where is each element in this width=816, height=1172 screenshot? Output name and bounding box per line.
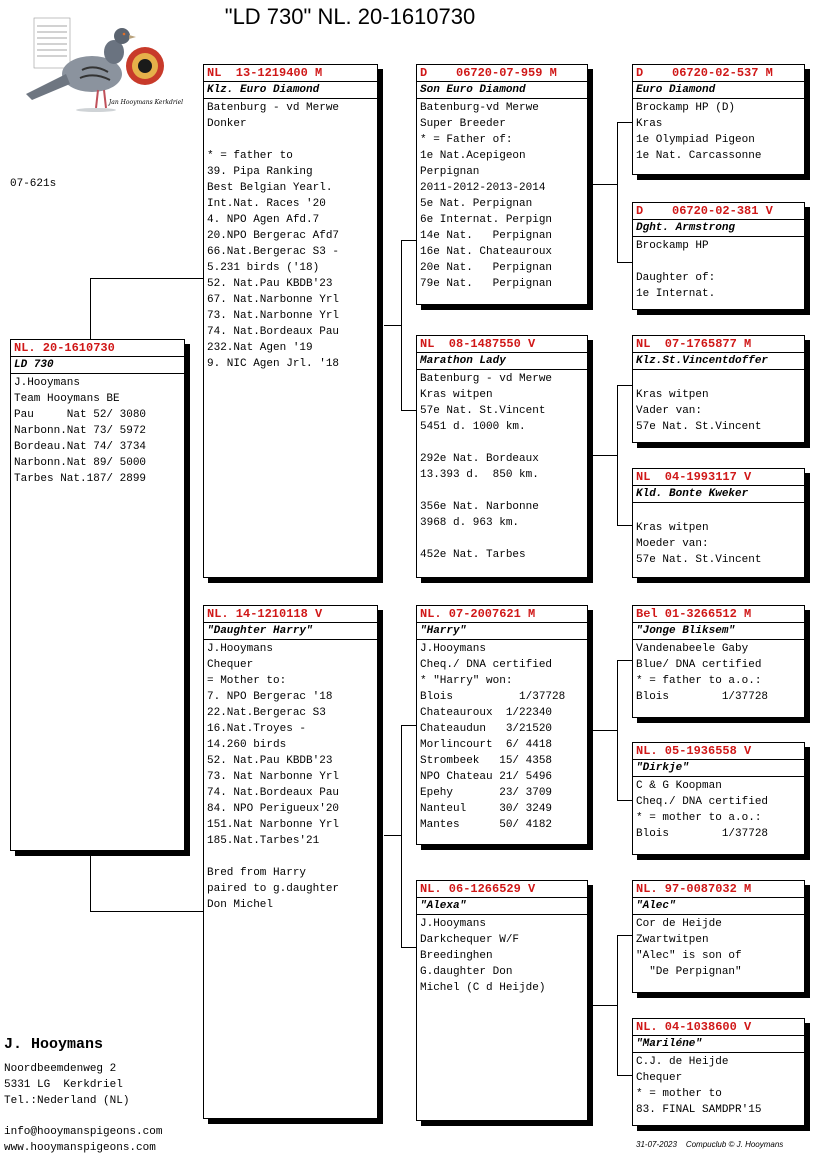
detail-line: Kras witpen [636, 522, 709, 534]
pigeon-name: "Dirkje" [633, 760, 804, 777]
detail-line: 74. Nat.Bordeaux Pau [207, 326, 340, 338]
detail-line: Bordeau.Nat 74/ 3734 [14, 441, 147, 453]
detail-line [636, 371, 801, 387]
pedigree-card-father [203, 64, 378, 578]
detail-line [420, 531, 584, 547]
connector [401, 240, 417, 241]
detail-line: Donker [207, 118, 247, 130]
pigeon-details [633, 1053, 804, 1119]
pedigree-card-ggp-8 [632, 1018, 805, 1126]
detail-line: Noordbeemdenweg 2 [4, 1063, 117, 1075]
connector [384, 325, 402, 326]
detail-line: 66.Nat.Bergerac S3 - [207, 246, 340, 258]
connector [617, 935, 633, 936]
pigeon-name: "Mariléne" [633, 1036, 804, 1053]
ring-number: NL. 97-0087032 M [633, 881, 804, 898]
detail-line: Cor de Heijde [636, 918, 722, 930]
breeder-contact [4, 1124, 162, 1156]
detail-line: 84. NPO Perigueux'20 [207, 803, 340, 815]
connector [384, 835, 402, 836]
connector [593, 730, 618, 731]
connector [617, 525, 633, 526]
detail-line: 1e Olympiad Pigeon [636, 134, 755, 146]
detail-line: Blois 1/37728 [420, 691, 566, 703]
side-code: 07-621s [10, 178, 57, 190]
detail-line: 52. Nat.Pau KBDB'23 [207, 755, 333, 767]
ring-number: D 06720-07-959 M [417, 65, 587, 82]
detail-line: 67. Nat.Narbonne Yrl [207, 294, 340, 306]
detail-line: = Mother to: [207, 675, 287, 687]
detail-line: Best Belgian Yearl. [207, 182, 333, 194]
detail-line: Epehy 23/ 3709 [420, 787, 553, 799]
detail-line: 52. Nat.Pau KBDB'23 [207, 278, 333, 290]
detail-line: Vandenabeele Gaby [636, 643, 749, 655]
detail-line: 73. Nat Narbonne Yrl [207, 771, 340, 783]
detail-line: paired to g.daughter [207, 883, 340, 895]
detail-line: 151.Nat Narbonne Yrl [207, 819, 340, 831]
connector [617, 660, 633, 661]
connector [401, 725, 417, 726]
detail-line: Zwartwitpen [636, 934, 709, 946]
ring-number: D 06720-02-381 V [633, 203, 804, 220]
detail-line: Strombeek 15/ 4358 [420, 755, 553, 767]
ring-number: NL. 14-1210118 V [204, 606, 377, 623]
detail-line: Michel (C d Heijde) [420, 982, 546, 994]
detail-line: 22.Nat.Bergerac S3 [207, 707, 326, 719]
pedigree-card-ggp-1 [632, 64, 805, 175]
detail-line: Narbonn.Nat 89/ 5000 [14, 457, 147, 469]
detail-line: Don Michel [207, 899, 274, 911]
detail-line: J.Hooymans [420, 918, 487, 930]
connector [90, 278, 91, 340]
pigeon-name: "Harry" [417, 623, 587, 640]
breeder-info [4, 1036, 129, 1109]
detail-line: Blois 1/37728 [636, 691, 769, 703]
detail-line: 74. Nat.Bordeaux Pau [207, 787, 340, 799]
pigeon-details [633, 237, 804, 303]
detail-line: 292e Nat. Bordeaux [420, 453, 539, 465]
connector [401, 410, 417, 411]
detail-line: 13.393 d. 850 km. [420, 469, 539, 481]
pigeon-name: Klz. Euro Diamond [204, 82, 377, 99]
connector [617, 122, 618, 262]
pigeon-name: Euro Diamond [633, 82, 804, 99]
detail-line: C.J. de Heijde [636, 1056, 729, 1068]
detail-line: "De Perpignan" [636, 966, 742, 978]
detail-line: info@hooymanspigeons.com [4, 1126, 163, 1138]
connector [617, 1075, 633, 1076]
connector [90, 851, 91, 912]
detail-line: NPO Chateau 21/ 5496 [420, 771, 553, 783]
pedigree-card-ggp-7 [632, 880, 805, 993]
pigeon-name: Marathon Lady [417, 353, 587, 370]
ring-number: NL 07-1765877 M [633, 336, 804, 353]
detail-line: J.Hooymans [207, 643, 274, 655]
ring-number: NL. 04-1038600 V [633, 1019, 804, 1036]
connector [401, 725, 402, 947]
pigeon-name: "Jonge Bliksem" [633, 623, 804, 640]
pigeon-details [417, 99, 587, 293]
detail-line: 79e Nat. Perpignan [420, 278, 553, 290]
pigeon-name: Klz.St.Vincentdoffer [633, 353, 804, 370]
detail-line: 7. NPO Bergerac '18 [207, 691, 333, 703]
pedigree-card-ggp-5 [632, 605, 805, 718]
detail-line: * = father to [207, 150, 293, 162]
detail-line: 57e Nat. St.Vincent [636, 554, 762, 566]
detail-line: Batenburg - vd Merwe [420, 373, 553, 385]
ring-number: NL. 07-2007621 M [417, 606, 587, 623]
detail-line: * "Harry" won: [420, 675, 513, 687]
ring-number: NL. 20-1610730 [11, 340, 184, 357]
detail-line: 20.NPO Bergerac Afd7 [207, 230, 340, 242]
detail-line: 73. Nat.Narbonne Yrl [207, 310, 340, 322]
detail-line: Moeder van: [636, 538, 709, 550]
detail-line: Vader van: [636, 405, 703, 417]
pedigree-card-ggp-4 [632, 468, 805, 578]
ring-number: NL 13-1219400 M [204, 65, 377, 82]
detail-line: 39. Pipa Ranking [207, 166, 313, 178]
pedigree-card-grandmother-maternal [416, 880, 588, 1121]
detail-line: 232.Nat Agen '19 [207, 342, 313, 354]
connector [593, 1005, 618, 1006]
connector [90, 278, 205, 279]
detail-line: 57e Nat. St.Vincent [636, 421, 762, 433]
logo-caption: Jan Hooymans Kerkdriel [108, 99, 184, 106]
detail-line: Perpignan [420, 166, 480, 178]
pedigree-card-mother [203, 605, 378, 1119]
detail-line: Team Hooymans BE [14, 393, 120, 405]
pigeon-details [633, 915, 804, 981]
detail-line: 5.231 birds ('18) [207, 262, 320, 274]
ring-number: NL. 05-1936558 V [633, 743, 804, 760]
connector [617, 122, 633, 123]
pedigree-card-grandfather-paternal [416, 64, 588, 305]
detail-line [420, 483, 584, 499]
detail-line: Daughter of: [636, 272, 716, 284]
ring-number: NL 04-1993117 V [633, 469, 804, 486]
detail-line: 83. FINAL SAMDPR'15 [636, 1104, 762, 1116]
pedigree-card-ggp-2 [632, 202, 805, 310]
detail-line: * = mother to [636, 1088, 722, 1100]
pigeon-name: Dght. Armstrong [633, 220, 804, 237]
detail-line: Mantes 50/ 4182 [420, 819, 553, 831]
detail-line: 5e Nat. Perpignan [420, 198, 533, 210]
detail-line: Cheq./ DNA certified [420, 659, 553, 671]
detail-line: Batenburg-vd Merwe [420, 102, 539, 114]
detail-line: 5451 d. 1000 km. [420, 421, 526, 433]
detail-line: Brockamp HP (D) [636, 102, 736, 114]
pedigree-card-ggp-6 [632, 742, 805, 855]
detail-line: Kras witpen [636, 389, 709, 401]
detail-line: Batenburg - vd Merwe [207, 102, 340, 114]
detail-line: Narbonn.Nat 73/ 5972 [14, 425, 147, 437]
detail-line [207, 132, 374, 148]
detail-line: 4. NPO Agen Afd.7 [207, 214, 320, 226]
detail-line: Breedinghen [420, 950, 493, 962]
pedigree-card-grandmother-paternal [416, 335, 588, 578]
detail-line: Tarbes Nat.187/ 2899 [14, 473, 147, 485]
detail-line: 57e Nat. St.Vincent [420, 405, 546, 417]
pigeon-name: Son Euro Diamond [417, 82, 587, 99]
detail-line: 6e Internat. Perpign [420, 214, 553, 226]
pigeon-name: "Alec" [633, 898, 804, 915]
detail-line: Cheq./ DNA certified [636, 796, 769, 808]
detail-line: Super Breeder [420, 118, 506, 130]
detail-line: J.Hooymans [420, 643, 487, 655]
pigeon-name: LD 730 [11, 357, 184, 374]
detail-line: 452e Nat. Tarbes [420, 549, 526, 561]
connector [617, 262, 633, 263]
pigeon-details [204, 99, 377, 373]
detail-line: Int.Nat. Races '20 [207, 198, 326, 210]
detail-line: Kras witpen [420, 389, 493, 401]
ring-number: NL 08-1487550 V [417, 336, 587, 353]
breeder-address [4, 1061, 129, 1109]
detail-line: C & G Koopman [636, 780, 722, 792]
connector [593, 184, 618, 185]
detail-line: www.hooymanspigeons.com [4, 1142, 156, 1154]
detail-line: Blue/ DNA certified [636, 659, 762, 671]
pigeon-details [633, 503, 804, 569]
detail-line: 14e Nat. Perpignan [420, 230, 553, 242]
detail-line: J.Hooymans [14, 377, 81, 389]
detail-line: Chateaudun 3/21520 [420, 723, 553, 735]
pigeon-details [417, 915, 587, 997]
stamp-icon [34, 18, 70, 68]
pigeon-details [417, 370, 587, 564]
detail-line: Chateauroux 1/22340 [420, 707, 553, 719]
detail-line: Nanteul 30/ 3249 [420, 803, 553, 815]
detail-line: Blois 1/37728 [636, 828, 769, 840]
breeder-name: J. Hooymans [4, 1036, 104, 1053]
detail-line: 5331 LG Kerkdriel [4, 1079, 123, 1091]
detail-line: 16e Nat. Chateauroux [420, 246, 553, 258]
detail-line: G.daughter Don [420, 966, 513, 978]
detail-line [207, 849, 374, 865]
pigeon-details [633, 640, 804, 706]
pigeon-name: "Alexa" [417, 898, 587, 915]
eye-icon [126, 47, 164, 85]
detail-line: 20e Nat. Perpignan [420, 262, 553, 274]
detail-line: 356e Nat. Narbonne [420, 501, 539, 513]
detail-line: Brockamp HP [636, 240, 709, 252]
connector [617, 800, 633, 801]
pedigree-card-subject [10, 339, 185, 851]
pedigree-card-ggp-3 [632, 335, 805, 443]
ring-number: Bel 01-3266512 M [633, 606, 804, 623]
detail-line: Chequer [636, 1072, 683, 1084]
detail-line: Bred from Harry [207, 867, 307, 879]
detail-line: Chequer [207, 659, 254, 671]
connector [401, 947, 417, 948]
pigeon-details [633, 370, 804, 436]
page-title: "LD 730" NL. 20-1610730 [224, 4, 476, 29]
pigeon-details [11, 374, 184, 488]
detail-line: 16.Nat.Troyes - [207, 723, 307, 735]
ring-number: D 06720-02-537 M [633, 65, 804, 82]
detail-line: * = father to a.o.: [636, 675, 762, 687]
pigeon-details [633, 99, 804, 165]
pigeon-details [204, 640, 377, 914]
connector [617, 385, 633, 386]
pigeon-logo [22, 12, 184, 124]
connector [593, 455, 618, 456]
detail-line [636, 254, 801, 270]
pigeon-details [417, 640, 587, 834]
detail-line: * = Father of: [420, 134, 513, 146]
detail-line: 3968 d. 963 km. [420, 517, 520, 529]
detail-line: 1e Nat.Acepigeon [420, 150, 526, 162]
detail-line: Tel.:Nederland (NL) [4, 1095, 130, 1107]
detail-line: "Alec" is son of [636, 950, 742, 962]
detail-line: 1e Nat. Carcassonne [636, 150, 762, 162]
detail-line [636, 504, 801, 520]
pigeon-name: Kld. Bonte Kweker [633, 486, 804, 503]
pedigree-card-grandfather-maternal [416, 605, 588, 845]
detail-line: 9. NIC Agen Jrl. '18 [207, 358, 340, 370]
detail-line: * = mother to a.o.: [636, 812, 762, 824]
detail-line: Pau Nat 52/ 3080 [14, 409, 147, 421]
detail-line: 2011-2012-2013-2014 [420, 182, 546, 194]
detail-line: Kras [636, 118, 663, 130]
pigeon-name: "Daughter Harry" [204, 623, 377, 640]
detail-line: 14.260 birds [207, 739, 287, 751]
detail-line: Morlincourt 6/ 4418 [420, 739, 553, 751]
detail-line [420, 435, 584, 451]
detail-line: 185.Nat.Tarbes'21 [207, 835, 320, 847]
ring-number: NL. 06-1266529 V [417, 881, 587, 898]
footer-credit: 31-07-2023 Compuclub © J. Hooymans [636, 1140, 784, 1149]
connector [90, 911, 205, 912]
pigeon-details [633, 777, 804, 843]
detail-line: Darkchequer W/F [420, 934, 520, 946]
detail-line: 1e Internat. [636, 288, 716, 300]
